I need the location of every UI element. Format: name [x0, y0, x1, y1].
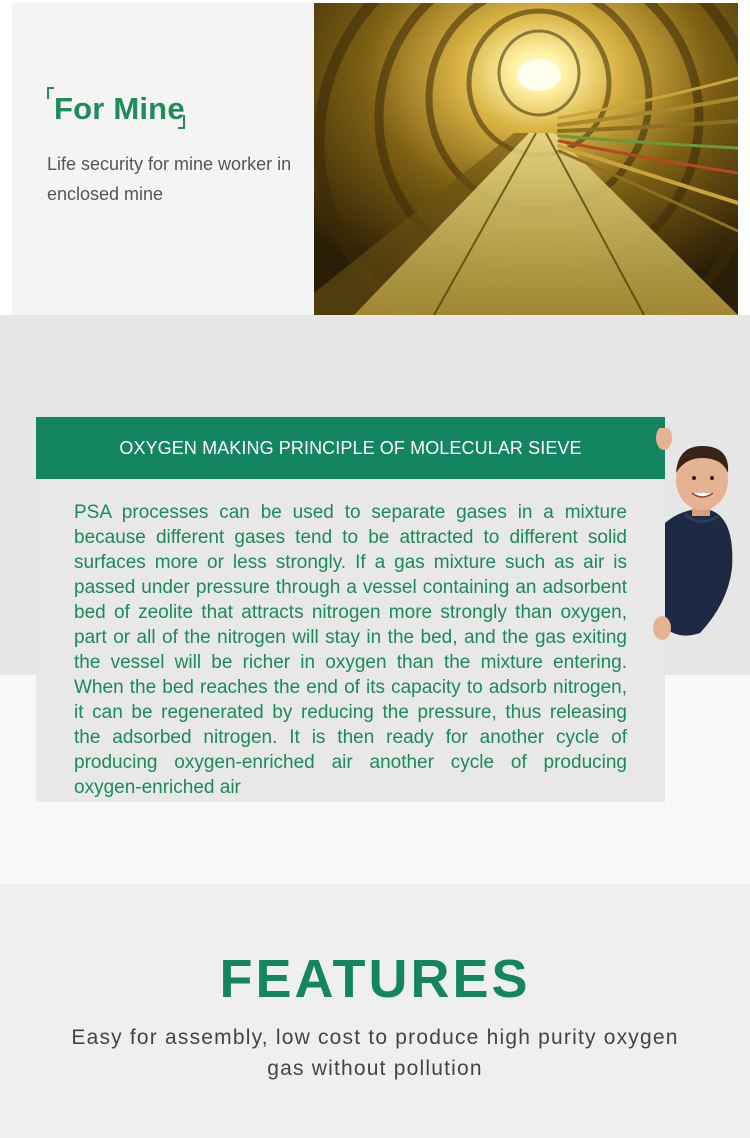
principle-card [36, 417, 665, 802]
smiling-man-image [640, 428, 750, 646]
principle-header-bar [36, 417, 665, 479]
mine-tunnel-image [314, 3, 738, 315]
mine-description: Life security for mine worker in enclosed mine [47, 154, 292, 204]
bracket-close-icon [178, 115, 185, 129]
principle-header-title: OXYGEN MAKING PRINCIPLE OF MOLECULAR SIEVE [119, 437, 582, 458]
bracket-open-icon [47, 87, 54, 99]
mine-title-block [47, 85, 227, 135]
mine-section [0, 0, 750, 330]
features-description: Easy for assembly, low cost to produce high purity oxygen gas without pollution [71, 1026, 679, 1080]
features-section [0, 884, 750, 1138]
mine-title: For Mine [54, 91, 185, 126]
principle-body-text: PSA processes can be used to separate gases in a mixture because different gases tend to be attracted to different solid surfaces more or less strongly. If a gas mixture such as air is passed under pressure through a vessel containing an adsorbent bed of zeolite that attracts nitrogen more strongly than oxygen, part or all of the nitrogen will stay in the bed, and the gas exiting the vessel will be richer in oxygen than the mixture entering. When the bed reaches the end of its capacity to adsorb nitrogen, it can be regenerated by reducing the pressure, thus releasing the adsorbed nitrogen. It is then ready for another cycle of producing oxygen-enriched air another cycle of producing oxygen-enriched air [74, 502, 627, 798]
mine-info-card [12, 3, 314, 315]
features-title: FEATURES [219, 949, 531, 1009]
